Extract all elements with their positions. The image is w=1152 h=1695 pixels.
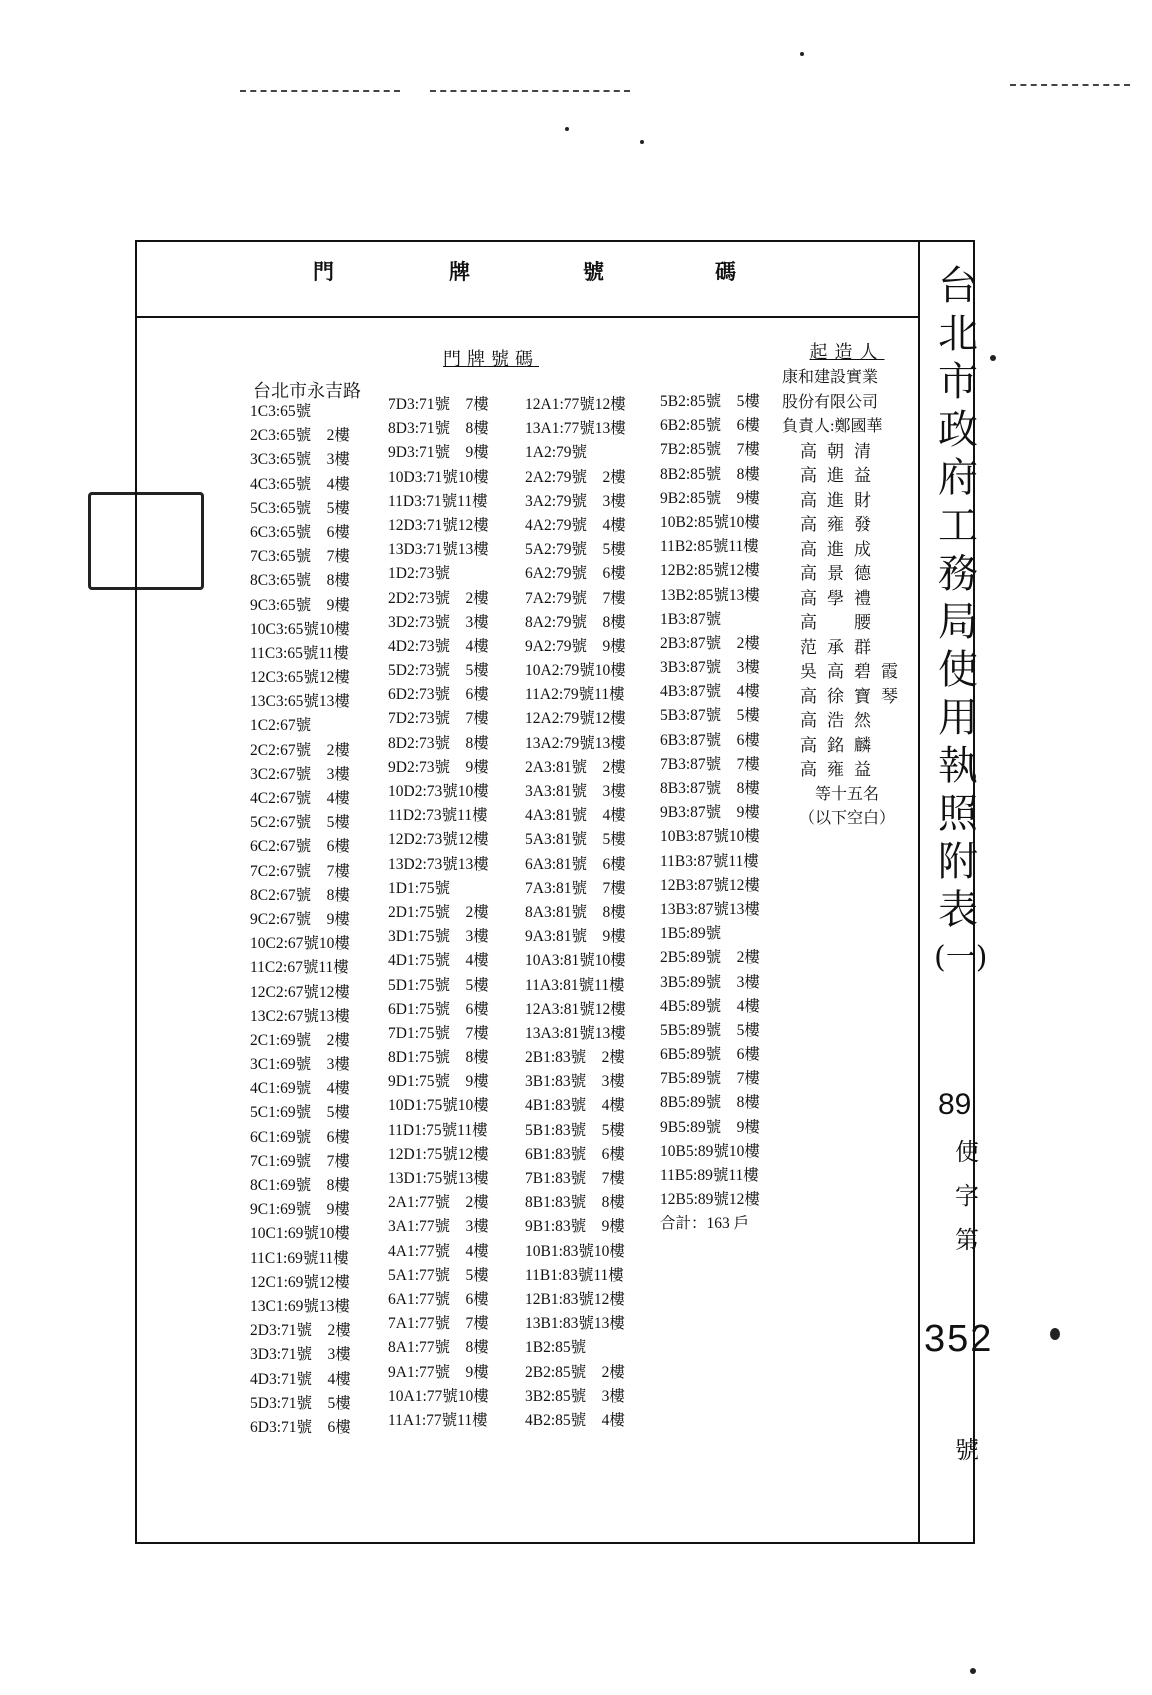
address-entry: 5B2:85號 5樓 [660,393,760,410]
address-entry: 4B3:87號 4樓 [660,683,760,701]
address-entry: 13D3:71號13樓 [388,541,489,559]
builder-block [782,338,912,832]
address-entry: 8B3:87號 8樓 [660,780,760,797]
address-entry: 12C3:65號12樓 [250,669,350,687]
address-entry: 10A1:77號10樓 [388,1387,489,1405]
title-glyph: 使 [938,647,978,693]
address-entry: 6B3:87號 6樓 [660,731,760,749]
address-entry: 9C3:65號 9樓 [250,596,350,614]
address-entry: 12D1:75號12樓 [388,1145,489,1163]
address-entry: 6A3:81號 6樓 [525,855,626,873]
address-entry: 3A1:77號 3樓 [388,1218,489,1236]
address-entry: 7A2:79號 7樓 [525,589,626,607]
address-entry: 7B3:87號 7樓 [660,755,760,773]
address-entry: 11C1:69號11樓 [250,1249,349,1267]
address-entry: 6D2:73號 6樓 [388,686,489,704]
address-entry: 10C3:65號10樓 [250,620,350,638]
builder-person: 高雍發 [800,515,881,534]
address-entry: 13D1:75號13樓 [388,1170,489,1187]
address-entry: 4D2:73號 4樓 [388,637,489,655]
address-entry: 13C3:65號13樓 [250,693,350,711]
address-entry: 1D2:73號 [388,565,451,583]
builder-person: 吳高碧霞 [800,662,908,681]
address-entry: 5A2:79號 5樓 [525,541,626,559]
address-entry: 9B1:83號 9樓 [525,1218,625,1236]
address-entry: 13B1:83號13樓 [525,1315,625,1333]
header-char: 牌 [449,259,470,284]
address-entry: 11B1:83號11樓 [525,1266,624,1284]
address-column [660,390,760,1237]
address-entry: 2A3:81號 2樓 [525,758,626,776]
address-entry: 8C3:65號 8樓 [250,572,350,590]
address-entry: 3D3:71號 3樓 [250,1346,351,1364]
address-entry: 7D2:73號 7樓 [388,710,489,728]
address-entry: 1B2:85號 [525,1339,587,1357]
address-entry: 4C3:65號 4樓 [250,475,350,493]
address-entry: 4C1:69號 4樓 [250,1080,350,1098]
address-entry: 5A3:81號 5樓 [525,831,626,849]
address-entry: 9D1:75號 9樓 [388,1073,489,1091]
scan-speck [1050,1328,1060,1340]
builder-person: 高雍益 [800,760,881,779]
title-glyph: 照 [938,791,978,837]
address-entry: 12A2:79號12樓 [525,710,626,728]
address-entry: 13C1:69號13樓 [250,1297,350,1315]
builder-person: 高學禮 [800,588,881,608]
scan-dash-top [240,90,400,92]
address-entry: 11A1:77號11樓 [388,1411,488,1429]
address-entry: 6D1:75號 6樓 [388,1000,489,1018]
scan-speck [800,52,804,56]
address-entry: 4B2:85號 4樓 [525,1411,625,1429]
title-glyph: 局 [938,599,978,645]
address-entry: 3D1:75號 3樓 [388,928,489,946]
header-char: 門 [313,259,334,284]
address-entry: 11D3:71號11樓 [388,492,488,510]
address-entry: 8D3:71號 8樓 [388,420,489,438]
builder-person: 范承群 [800,637,881,657]
address-entry: 4B1:83號 4樓 [525,1097,625,1115]
address-entry: 5D3:71號 5樓 [250,1394,351,1412]
address-entry: 8A2:79號 8樓 [525,613,626,631]
address-entry: 4D1:75號 4樓 [388,952,489,970]
address-entry: 11B2:85號11樓 [660,538,759,556]
address-entry: 4D3:71號 4樓 [250,1370,351,1388]
address-entry: 4B5:89號 4樓 [660,997,760,1015]
address-entry: 3C3:65號 3樓 [250,451,350,469]
address-entry: 10C2:67號10樓 [250,935,350,953]
address-entry: 6B2:85號 6樓 [660,417,760,435]
address-entry: 12D2:73號12樓 [388,831,489,849]
address-entry: 13B2:85號13樓 [660,586,760,604]
title-glyph: 北 [938,311,978,357]
address-entry: 1A2:79號 [525,444,588,462]
address-entry: 2B5:89號 2樓 [660,949,760,967]
address-entry: 10B3:87號10樓 [660,828,760,846]
address-entry: 11D2:73號11樓 [388,807,488,825]
address-entry: 2C2:67號 2樓 [250,741,350,759]
address-entry: 6B5:89號 6樓 [660,1046,760,1064]
header-char: 碼 [715,259,736,284]
address-entry: 合計：163 戶 [660,1215,750,1233]
address-entry: 13A3:81號13樓 [525,1024,626,1042]
builder-persons [782,440,912,783]
scan-dash-top [430,90,630,92]
header-char: 號 [583,259,604,284]
address-entry: 4A3:81號 4樓 [525,807,626,825]
address-entry: 1B5:89號 [660,925,722,943]
address-entry: 5A1:77號 5樓 [388,1266,489,1284]
address-entry: 10D2:73號10樓 [388,783,489,800]
company-representative: 負責人:鄭國華 [782,418,883,435]
builder-person: 高徐寶琴 [800,686,908,706]
address-entry: 9D3:71號 9樓 [388,444,489,462]
address-entry: 8B5:89號 8樓 [660,1094,760,1112]
address-entry: 10B2:85號10樓 [660,513,760,531]
address-entry: 7B5:89號 7樓 [660,1070,760,1088]
address-entry: 3B5:89號 3樓 [660,973,760,991]
address-entry: 6B1:83號 6樓 [525,1145,625,1163]
title-glyph: 市 [938,359,978,405]
builder-person: 高進益 [800,466,881,485]
address-entry: 8A1:77號 8樓 [388,1339,489,1357]
document-title-vertical [934,262,988,982]
address-entry: 2A1:77號 2樓 [388,1194,489,1212]
address-entry: 5D2:73號 5樓 [388,662,489,680]
address-entry: 12B3:87號12樓 [660,876,760,894]
address-column [388,393,489,1433]
address-entry: 8D1:75號 8樓 [388,1049,489,1067]
address-entry: 5B1:83號 5樓 [525,1121,625,1139]
address-entry: 13D2:73號13樓 [388,855,489,873]
address-entry: 13A2:79號13樓 [525,734,626,752]
address-entry: 2B3:87號 2樓 [660,634,760,652]
address-entry: 3D2:73號 3樓 [388,613,489,631]
address-entry: 10B1:83號10樓 [525,1242,625,1260]
address-entry: 2D1:75號 2樓 [388,903,489,921]
builder-person: 高進成 [800,539,881,559]
address-entry: 12A1:77號12樓 [525,396,626,413]
address-entry: 5C3:65號 5樓 [250,499,350,517]
address-entry: 7D3:71號 7樓 [388,396,489,413]
address-entry: 9C1:69號 9樓 [250,1201,350,1219]
title-glyph: 執 [938,743,978,789]
company-name-line2: 股份有限公司 [782,393,879,411]
address-entry: 2A2:79號 2樓 [525,468,626,486]
permit-char: 字 [955,1182,979,1210]
permit-number-suffix: 號 [955,1436,979,1464]
address-entry: 4A1:77號 4樓 [388,1242,489,1260]
address-entry: 11D1:75號11樓 [388,1121,488,1139]
address-entry: 1C2:67號 [250,717,312,735]
address-entry: 7C1:69號 7樓 [250,1152,350,1170]
address-entry: 6C3:65號 6樓 [250,523,350,541]
permit-char: 第 [955,1226,979,1254]
address-entry: 8B2:85號 8樓 [660,465,760,483]
address-entry: 9C2:67號 9樓 [250,910,350,928]
table-frame-divider [918,240,920,1544]
address-entry: 5D1:75號 5樓 [388,976,489,994]
permit-number: 352 [924,1318,994,1360]
address-entry: 12C1:69號12樓 [250,1273,350,1291]
address-entry: 10D3:71號10樓 [388,468,489,486]
address-entry: 7A1:77號 7樓 [388,1315,489,1333]
address-entry: 13A1:77號13樓 [525,420,626,438]
address-entry: 13C2:67號13樓 [250,1007,350,1025]
address-entry: 3B2:85號 3樓 [525,1387,625,1405]
address-entry: 12B5:89號12樓 [660,1191,760,1209]
address-entry: 7B2:85號 7樓 [660,441,760,459]
address-entry: 9A3:81號 9樓 [525,928,626,946]
builder-person: 高朝清 [800,441,881,461]
address-entry: 6C1:69號 6樓 [250,1128,350,1146]
builder-summary: 等十五名 [814,785,879,803]
address-entry: 11C2:67號11樓 [250,959,349,977]
address-entry: 11C3:65號11樓 [250,644,349,662]
blank-note: （以下空白） [798,810,895,827]
address-entry: 9B2:85號 9樓 [660,489,760,507]
address-entry: 8C2:67號 8樓 [250,886,350,904]
address-entry: 5C2:67號 5樓 [250,814,350,832]
address-entry: 3A2:79號 3樓 [525,492,626,510]
title-glyph: 台 [938,263,978,309]
address-list-heading: 門牌號碼 [443,349,539,370]
address-entry: 12C2:67號12樓 [250,983,350,1001]
address-entry: 5C1:69號 5樓 [250,1104,350,1122]
address-entry: 6D3:71號 6樓 [250,1418,351,1436]
address-entry: 1D1:75號 [388,879,451,897]
address-entry: 7B1:83號 7樓 [525,1170,625,1187]
address-entry: 9D2:73號 9樓 [388,758,489,776]
address-entry: 11A2:79號11樓 [525,686,625,704]
address-column [250,400,351,1440]
address-entry: 3C2:67號 3樓 [250,765,350,783]
title-glyph: (一) [934,940,988,975]
permit-char: 使 [955,1138,979,1166]
address-entry: 6A1:77號 6樓 [388,1290,489,1308]
address-entry: 7A3:81號 7樓 [525,879,626,897]
address-entry: 7C3:65號 7樓 [250,548,350,566]
scan-speck [640,140,644,144]
address-entry: 9B5:89號 9樓 [660,1118,760,1136]
address-entry: 11B5:89號11樓 [660,1167,759,1184]
address-entry: 9B3:87號 9樓 [660,804,760,822]
address-entry: 3C1:69號 3樓 [250,1056,350,1074]
address-entry: 3A3:81號 3樓 [525,783,626,800]
scan-speck [990,355,996,361]
address-entry: 6A2:79號 6樓 [525,565,626,583]
title-glyph: 用 [938,695,978,741]
scan-dash-top [1010,84,1130,86]
builder-person: 高 腰 [800,613,881,632]
address-entry: 2D2:73號 2樓 [388,589,489,607]
address-entry: 10C1:69號10樓 [250,1225,350,1243]
address-entry: 4A2:79號 4樓 [525,516,626,534]
address-entry: 12D3:71號12樓 [388,516,489,534]
address-entry: 3B1:83號 3樓 [525,1073,625,1091]
address-entry: 5B5:89號 5樓 [660,1021,760,1039]
address-entry: 12A3:81號12樓 [525,1000,626,1018]
address-entry: 6C2:67號 6樓 [250,838,350,856]
address-entry: 2C3:65號 2樓 [250,427,350,445]
street-name: 台北市永吉路 [253,381,361,402]
builder-person: 高浩然 [800,711,881,730]
address-entry: 10A2:79號10樓 [525,662,626,680]
address-entry: 2B2:85號 2樓 [525,1363,625,1381]
title-glyph: 工 [938,503,978,549]
address-entry: 9A1:77號 9樓 [388,1363,489,1381]
address-entry: 3B3:87號 3樓 [660,659,760,677]
permit-year: 89 [938,1088,972,1121]
title-glyph: 務 [938,551,978,597]
address-entry: 8A3:81號 8樓 [525,903,626,921]
address-entry: 7C2:67號 7樓 [250,862,350,880]
address-entry: 1B3:87號 [660,610,722,628]
address-entry: 1C3:65號 [250,403,312,420]
address-entry: 2B1:83號 2樓 [525,1049,625,1067]
address-entry: 10D1:75號10樓 [388,1097,489,1115]
scan-speck [565,127,569,131]
scan-speck [970,1668,976,1674]
address-entry: 2D3:71號 2樓 [250,1322,351,1340]
address-entry: 2C1:69號 2樓 [250,1031,350,1049]
address-entry: 8D2:73號 8樓 [388,734,489,752]
address-entry: 4C2:67號 4樓 [250,790,350,807]
address-entry: 8C1:69號 8樓 [250,1177,350,1194]
address-entry: 12B1:83號12樓 [525,1290,625,1308]
company-name-line1: 康和建設實業 [782,369,879,386]
title-glyph: 附 [938,839,978,885]
address-entry: 8B1:83號 8樓 [525,1194,625,1212]
builder-title: 起造人 [809,342,885,362]
title-glyph: 政 [938,407,978,453]
builder-person: 高進財 [800,490,881,510]
address-entry: 11A3:81號11樓 [525,976,625,994]
address-entry: 13B3:87號13樓 [660,900,760,918]
builder-person: 高景德 [800,564,881,583]
title-glyph: 表 [938,887,978,933]
table-header [135,240,920,318]
address-entry: 5B3:87號 5樓 [660,707,760,725]
builder-person: 高銘麟 [800,735,881,755]
address-entry: 11B3:87號11樓 [660,852,759,870]
address-entry: 10A3:81號10樓 [525,952,626,970]
address-entry: 10B5:89號10樓 [660,1142,760,1160]
address-entry: 9A2:79號 9樓 [525,637,626,655]
address-column [525,393,626,1433]
address-entry: 7D1:75號 7樓 [388,1024,489,1042]
title-glyph: 府 [938,455,978,501]
address-entry: 12B2:85號12樓 [660,562,760,580]
